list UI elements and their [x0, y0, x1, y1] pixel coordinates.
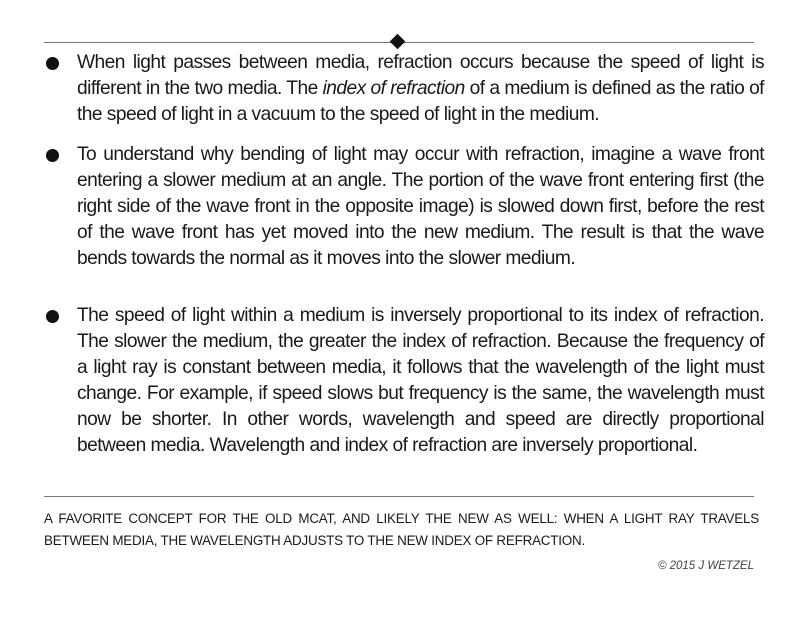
- bullet-text: The speed of light within a medium is inversely proportional to its index of refraction. The slower the medium, the greater the index of refraction. Because the frequency of a light ray is constant between media, it follows that the wavelength of the light must change. For example, if speed slows but frequency is the same, the wavelength must now be shorter. In other words, wavelength and speed are directly proportional between media. Wavelength and index of refraction are inversely proportional.: [77, 305, 764, 456]
- diamond-ornament-icon: [390, 34, 406, 50]
- bullet-item-1: [44, 50, 764, 128]
- bullet-text-part: of a medium is defined as the ratio of the speed of light in a vacuum to the speed of light in the medium.: [77, 78, 764, 125]
- bullet-item-2: [44, 142, 764, 272]
- bullet-text: [77, 50, 764, 128]
- footer-note: A FAVORITE CONCEPT FOR THE OLD MCAT, AND LIKELY THE NEW AS WELL: WHEN A LIGHT RAY TRAVELS BETWEEN MEDIA, THE WAVELENGTH ADJUSTS TO THE NEW INDEX OF REFRACTION.: [44, 511, 759, 548]
- footer-divider: [44, 496, 754, 497]
- bullet-dot-icon: [46, 310, 59, 323]
- bullet-item-3: [44, 303, 764, 459]
- bullet-text-part: When light passes between media, refraction occurs because the speed of light is different in the two media. The: [77, 52, 764, 99]
- bullet-dot-icon: [46, 149, 59, 162]
- bullet-text: To understand why bending of light may occur with refraction, imagine a wave front entering a slower medium at an angle. The portion of the wave front entering first (the right side of the wave front in the opposite image) is slowed down first, before the rest of the wave front has yet moved into the new medium. The result is that the wave bends towards the normal as it moves into the slower medium.: [77, 144, 764, 269]
- copyright: © 2015 J WETZEL: [657, 560, 754, 572]
- emphasized-term: index of refraction: [322, 78, 465, 99]
- bullet-dot-icon: [46, 57, 59, 70]
